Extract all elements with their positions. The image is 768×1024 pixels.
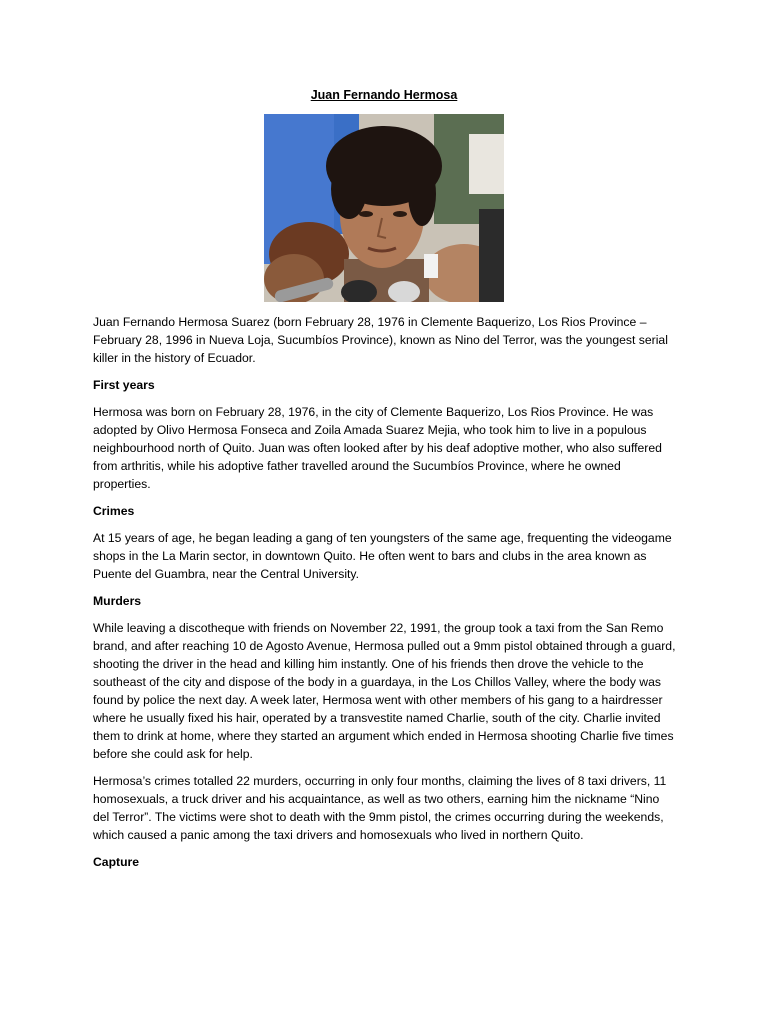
paragraph: At 15 years of age, he began leading a gang of ten youngsters of the same age, frequenting the videogame shops in the La Marin sector, in downtown Quito. He often went to bars and clubs in the area known as Puente del Guambra, near the Central University. <box>93 531 672 581</box>
paragraph: Hermosa’s crimes totalled 22 murders, occurring in only four months, claiming the lives of 8 taxi drivers, 11 homosexuals, a truck driver and his acquaintance, as well as two others, earning him the nickname “Nino del Terror”. The victims were shot to death with the 9mm pistol, the crimes occurring during the weekends, which caused a panic among the taxi drivers and homosexuals who lived in northern Quito. <box>93 774 667 842</box>
section-heading-first-years: First years <box>93 378 155 392</box>
section-heading-murders: Murders <box>93 594 142 608</box>
paragraph: While leaving a discotheque with friends on November 22, 1991, the group took a taxi from the San Remo brand, and after reaching 10 de Agosto Avenue, Hermosa pulled out a 9mm pistol obtained through a guard, shooting the driver in the head and killing him instantly. One of his friends then drove the vehicle to the southeast of the city and dispose of the body in a guardaya, in the Los Chillos Valley, where the body was found by police the next day. A week later, Hermosa went with other members of his gang to a hairdresser where he usually fixed his hair, operated by a transvestite named Charlie, south of the city. Charlie invited them to drink at home, where they started an argument which ended in Hermosa shooting Charlie five times before she could ask for help. <box>93 621 676 761</box>
portrait-photo <box>264 114 504 302</box>
intro-paragraph: Juan Fernando Hermosa Suarez (born February 28, 1976 in Clemente Baquerizo, Los Rios Province – February 28, 1996 in Nueva Loja, Sucumbíos Province), known as Nino del Terror, was the youngest serial killer in the history of Ecuador. <box>93 315 668 365</box>
section-heading-capture: Capture <box>93 855 140 869</box>
document-title: Juan Fernando Hermosa <box>310 88 458 102</box>
paragraph: Hermosa was born on February 28, 1976, in the city of Clemente Baquerizo, Los Rios Province. He was adopted by Olivo Hermosa Fonseca and Zoila Amada Suarez Mejia, who took him to live in a populous neighbourhood north of Quito. Juan was often looked after by his deaf adoptive mother, who also suffered from arthritis, while his adoptive father travelled around the Sucumbíos Province, where he owned properties. <box>93 405 662 491</box>
document-body <box>93 313 677 880</box>
section-heading-crimes: Crimes <box>93 504 135 518</box>
